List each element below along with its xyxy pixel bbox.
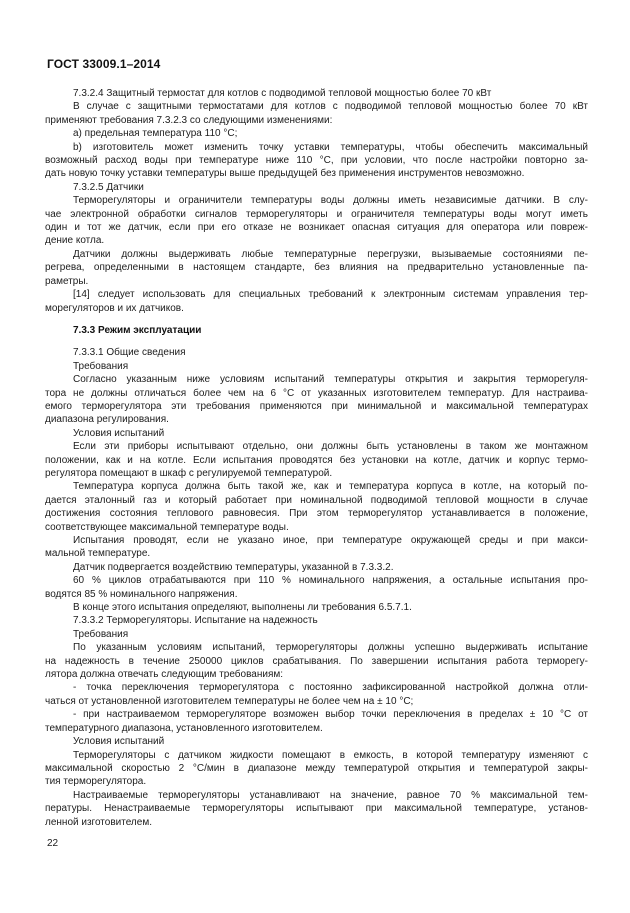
text-line: дение котла. <box>45 235 105 247</box>
paragraph <box>45 427 588 440</box>
text-line: тия терморегулятора. <box>45 776 147 788</box>
paragraph <box>45 141 588 181</box>
text-line: Терморегуляторы с датчиком жидкости помещают в емкость, в которой температуру изменяют с <box>73 749 588 761</box>
paragraph <box>45 360 588 373</box>
text-line: водятся 85 % номинального напряжения. <box>45 588 238 600</box>
paragraph <box>45 735 588 748</box>
paragraph <box>45 628 588 641</box>
text-line: - при настраиваемом терморегуляторе возможен выбор точки переключения в пределах ± 10 °С от <box>73 709 588 721</box>
text-line: 7.3.2.4 Защитный термостат для котлов с подводимой тепловой мощностью более 70 кВт <box>73 88 492 99</box>
text-line: Терморегуляторы и ограничители температуры воды должны иметь независимые датчики. В слу- <box>73 195 588 207</box>
text-line: [14] следует использовать для специальных требований к электронным системам управления тер- <box>73 289 588 301</box>
text-line: пературы. Ненастраиваемые терморегуляторы испытывают при максимальной температуре, установ- <box>45 803 588 815</box>
text-line: температурного диапазона, установленного изготовителем. <box>45 722 323 734</box>
running-header: ГОСТ 33009.1–2014 <box>47 57 161 71</box>
text-line: 60 % циклов отрабатываются при 110 % номинального напряжения, а остальные испытания про- <box>73 575 588 587</box>
text-line: мальной температуре. <box>45 548 151 560</box>
text-line: Датчики должны выдерживать любые температурные перегрузки, вызываемые состояниями пе- <box>73 248 588 260</box>
text-line: дается эталонный газ и который работает при номинальной подводимой тепловой мощности в случае <box>45 494 588 506</box>
text-line: Настраиваемые терморегуляторы устанавливают на значение, равное 70 % максимальной тем- <box>73 789 588 801</box>
text-line: регулятора помещают в шкаф с регулируемой температурой. <box>45 467 333 479</box>
text-line: Испытания проводят, если не указано иное, при температуре окружающей среды и при макси- <box>73 535 588 546</box>
paragraph <box>45 288 588 315</box>
paragraph <box>45 601 588 614</box>
text-line: раметры. <box>45 275 89 287</box>
text-line: Требования <box>73 360 129 372</box>
paragraph <box>45 480 588 534</box>
page-number: 22 <box>47 838 59 849</box>
paragraph <box>45 346 588 359</box>
paragraph <box>45 440 588 480</box>
text-line: ленной изготовителем. <box>45 816 152 828</box>
text-line: Температура корпуса должна быть такой же, как и температура корпуса в котле, на который по- <box>73 481 588 493</box>
paragraph <box>45 789 588 829</box>
text-line: чаться от установленной изготовителем температуры не более чем на ± 10 °С; <box>45 695 414 707</box>
text-line: По указанным условиям испытаний, терморегуляторы должны успешно выдерживать испытание <box>73 642 588 654</box>
paragraph <box>45 641 588 681</box>
text-line: дать новую точку уставки температуры выше предыдущей без применения инструментов невозможно. <box>45 168 525 180</box>
text-line: Датчик подвергается воздействию температуры, указанной в 7.3.3.2. <box>73 561 394 573</box>
paragraph <box>45 614 588 627</box>
text-line: Требования <box>73 628 129 640</box>
text-line: регрева, определенными в настоящем стандарте, без влияния на предварительно установленные па- <box>45 262 588 274</box>
text-line: Условия испытаний <box>73 736 165 748</box>
paragraph <box>45 127 588 140</box>
document-content <box>45 87 588 829</box>
text-line: один и тот же датчик, если при его отказе не возникает опасная ситуация для оператора или повреж- <box>45 222 588 234</box>
section-heading <box>45 324 588 337</box>
text-line: возможный расход воды при температуре ниже 110 °С, при условии, что после настройки повторно за- <box>45 155 588 167</box>
text-line: Условия испытаний <box>73 427 165 439</box>
text-line: на надежность в течение 250000 циклов срабатывания. По завершении испытания работа терморегу- <box>45 655 588 667</box>
paragraph <box>45 248 588 288</box>
text-line: В случае с защитными термостатами для котлов с подводимой тепловой мощностью более 70 кВт <box>73 101 588 113</box>
text-line: - точка переключения терморегулятора с постоянно зафиксированной настройкой должна отли- <box>73 682 588 694</box>
text-line: 7.3.2.5 Датчики <box>73 181 144 193</box>
text-line: В конце этого испытания определяют, выполнены ли требования 6.5.7.1. <box>73 602 412 614</box>
text-line: Если эти приборы испытывают отдельно, они должны быть установлены в таком же монтажном <box>73 441 588 453</box>
paragraph <box>45 181 588 194</box>
text-line: соответствующее максимальной температуре воды. <box>45 521 289 533</box>
text-line: достижения состояния теплового равновесия. При этом терморегулятор устанавливается в положение, <box>45 508 588 520</box>
paragraph <box>45 534 588 561</box>
text-line: тора не должны отличаться более чем на 6 °С от указанных изготовителем температур. Для настраива- <box>45 387 588 399</box>
text-line: положении, как и на котле. Если испытания проводятся без установки на котле, датчик и корпус термо- <box>45 454 588 466</box>
text-line: b) изготовитель может изменить точку уставки температуры, чтобы обеспечить максимальный <box>73 141 588 153</box>
text-line: применяют требования 7.3.2.3 со следующими изменениями: <box>45 114 333 126</box>
paragraph <box>45 87 588 100</box>
paragraph <box>45 100 588 127</box>
paragraph <box>45 749 588 789</box>
text-line: морегуляторов и их датчиков. <box>45 302 184 314</box>
text-line: чае электронной обработки сигналов терморегуляторы и ограничителя температуры воды могут иметь <box>45 208 588 220</box>
text-line: Согласно указанным ниже условиям испытаний температуры открытия и закрытия терморегуля- <box>73 374 588 386</box>
paragraph <box>45 708 588 735</box>
paragraph <box>45 574 588 601</box>
paragraph <box>45 561 588 574</box>
paragraph <box>45 194 588 248</box>
text-line: 7.3.3 Режим эксплуатации <box>73 324 202 336</box>
text-line: лятора должна отвечать следующим требованиям: <box>45 669 284 681</box>
text-line: 7.3.3.1 Общие сведения <box>73 347 186 359</box>
text-line: a) предельная температура 110 °С; <box>73 128 238 140</box>
text-line: емого терморегулятора эти требования применяются при минимальной и максимальной температурах <box>45 400 588 412</box>
text-line: диапазона регулирования. <box>45 414 169 426</box>
text-line: максимальной скоростью 2 °С/мин в диапазоне между температурой открытия и температурой закры- <box>45 762 588 774</box>
paragraph <box>45 373 588 427</box>
text-line: 7.3.3.2 Терморегуляторы. Испытание на надежность <box>73 615 318 627</box>
paragraph <box>45 681 588 708</box>
